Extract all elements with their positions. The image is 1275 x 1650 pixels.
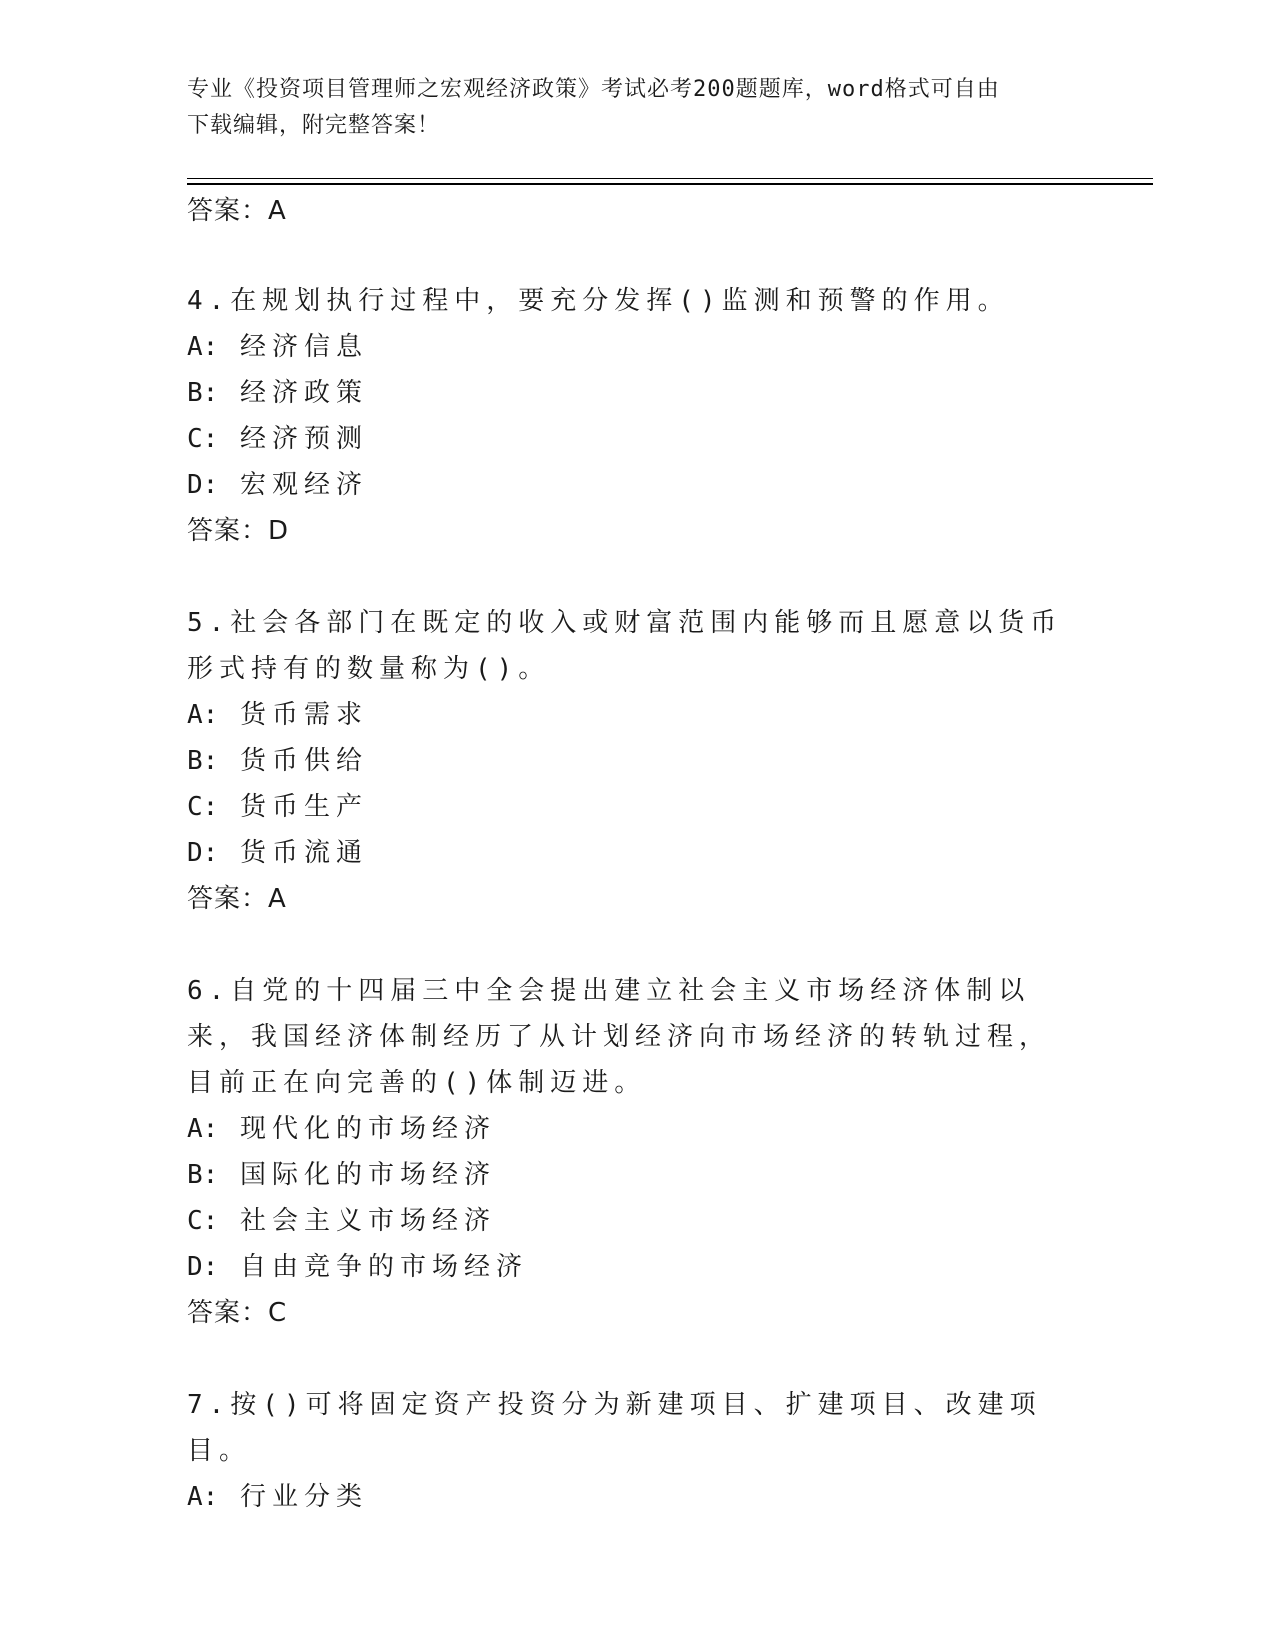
header-rule-thin (187, 178, 1153, 179)
header-rule-thick (187, 183, 1153, 185)
option-b (187, 370, 1067, 416)
question-text: 6.自党的十四届三中全会提出建立社会主义市场经济体制以来，我国经济体制经历了从计划经济向市场经济的转轨过程，目前正在向完善的()体制迈进。 (187, 976, 1052, 1098)
option-letter: D: (187, 470, 219, 500)
option-letter: B: (187, 1160, 219, 1190)
option-b (187, 738, 1067, 784)
option-letter: A: (187, 1114, 219, 1144)
option-text: 经济预测 (239, 424, 368, 454)
header-line-1: 专业《投资项目管理师之宏观经济政策》考试必考200题题库，word格式可自由 (187, 77, 1000, 102)
option-letter: A: (187, 1482, 219, 1512)
question-text: 7.按()可将固定资产投资分为新建项目、扩建项目、改建项目。 (187, 1390, 1042, 1466)
answer-line: 答案：A (187, 884, 287, 914)
option-text: 现代化的市场经济 (239, 1114, 496, 1144)
option-letter: A: (187, 700, 219, 730)
option-letter: B: (187, 746, 219, 776)
option-c (187, 1198, 1067, 1244)
header-line-2: 下载编辑，附完整答案！ (187, 113, 441, 138)
option-letter: D: (187, 1252, 219, 1282)
option-d (187, 1244, 1067, 1290)
option-text: 行业分类 (239, 1482, 368, 1512)
option-text: 经济政策 (239, 378, 368, 408)
option-letter: C: (187, 792, 219, 822)
option-letter: C: (187, 424, 219, 454)
question-item (187, 968, 1067, 1336)
option-text: 货币生产 (239, 792, 368, 822)
question-list (187, 188, 1067, 1520)
option-text: 宏观经济 (239, 470, 368, 500)
option-c (187, 784, 1067, 830)
option-text: 国际化的市场经济 (239, 1160, 496, 1190)
option-text: 货币供给 (239, 746, 368, 776)
option-text: 货币需求 (239, 700, 368, 730)
option-letter: B: (187, 378, 219, 408)
option-a (187, 1106, 1067, 1152)
option-b (187, 1152, 1067, 1198)
option-text: 社会主义市场经济 (239, 1206, 496, 1236)
question-item (187, 1382, 1067, 1520)
option-a (187, 692, 1067, 738)
answer-line: 答案：C (187, 1298, 288, 1328)
option-c (187, 416, 1067, 462)
page-header (187, 72, 1067, 144)
option-letter: D: (187, 838, 219, 868)
question-item (187, 600, 1067, 922)
question-text: 4.在规划执行过程中，要充分发挥()监测和预警的作用。 (187, 286, 1010, 316)
option-letter: C: (187, 1206, 219, 1236)
question-item (187, 278, 1067, 554)
option-letter: A: (187, 332, 219, 362)
option-text: 货币流通 (239, 838, 368, 868)
question-text: 5.社会各部门在既定的收入或财富范围内能够而且愿意以货币形式持有的数量称为()。 (187, 608, 1063, 684)
option-a (187, 324, 1067, 370)
answer-line: 答案：D (187, 516, 290, 546)
option-text: 经济信息 (239, 332, 368, 362)
option-d (187, 830, 1067, 876)
answer-line: 答案：A (187, 196, 287, 226)
option-d (187, 462, 1067, 508)
option-text: 自由竞争的市场经济 (239, 1252, 528, 1282)
option-a (187, 1474, 1067, 1520)
